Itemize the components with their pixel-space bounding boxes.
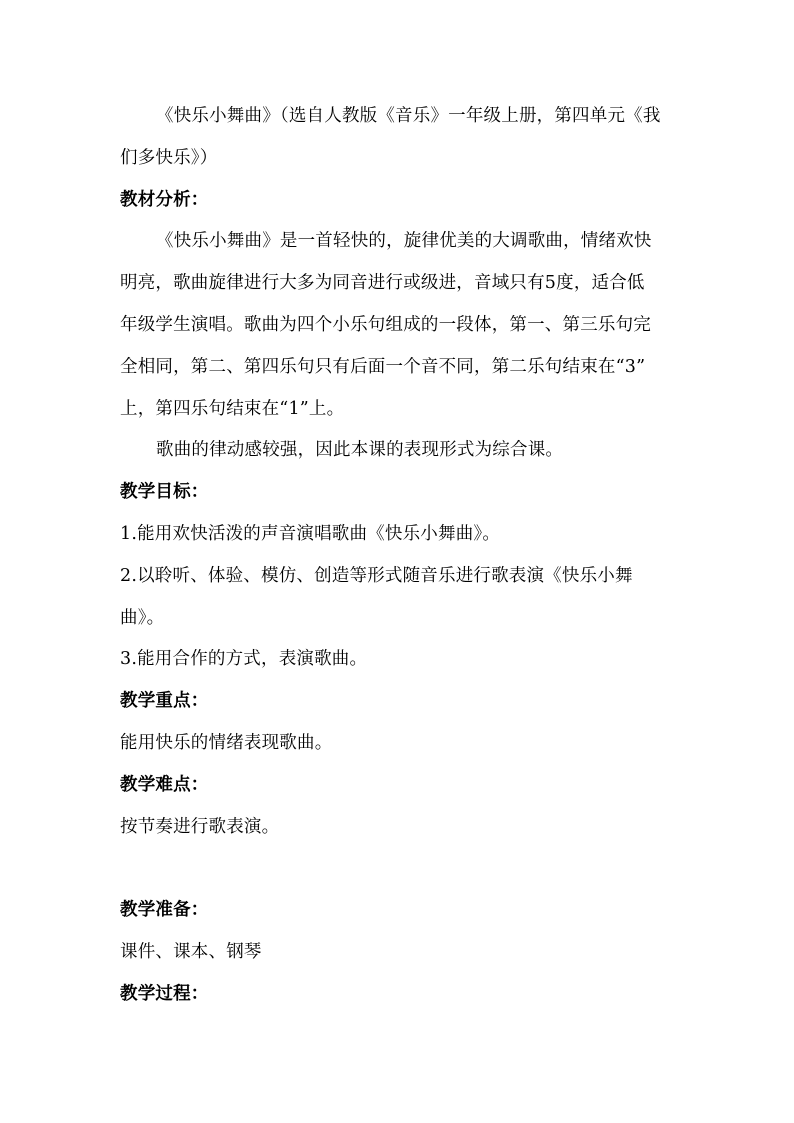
process-heading: 教学过程： [120,983,209,1004]
analysis-line-1: 《快乐小舞曲》是一首轻快的，旋律优美的大调歌曲，情绪欢快 [156,231,652,252]
analysis-paragraph-2: 歌曲的律动感较强，因此本课的表现形式为综合课。 [156,440,564,461]
goal-item-3: 3.能用合作的方式，表演歌曲。 [120,649,368,670]
preparation-text: 课件、课本、钢琴 [120,941,262,962]
goal-item-1: 1.能用欢快活泼的声音演唱歌曲《快乐小舞曲》。 [120,523,501,544]
analysis-line-5: 上，第四乐句结束在“1”上。 [120,398,345,419]
key-points-heading: 教学重点： [120,691,209,712]
preparation-heading: 教学准备： [120,900,209,921]
difficulties-text: 按节奏进行歌表演。 [120,816,280,837]
analysis-line-4: 全相同，第二、第四乐句只有后面一个音不同，第二乐句结束在“3” [120,356,646,377]
title-line-1: 《快乐小舞曲》（选自人教版《音乐》一年级上册，第四单元《我 [156,106,661,126]
key-points-text: 能用快乐的情绪表现歌曲。 [120,732,333,753]
goal-item-2-line-2: 曲》。 [120,607,165,628]
analysis-line-2: 明亮，歌曲旋律进行大多为同音进行或级进，音域只有5度，适合低 [120,273,645,294]
blank-line [120,848,676,890]
document-page [120,96,676,1016]
difficulties-heading: 教学难点： [120,774,209,795]
goal-item-2-line-1: 2.以聆听、体验、模仿、创造等形式随音乐进行歌表演《快乐小舞 [120,565,633,586]
goals-heading: 教学目标： [120,482,209,503]
analysis-line-3: 年级学生演唱。歌曲为四个小乐句组成的一段体，第一、第三乐句完 [120,314,651,335]
title-line-2: 们多快乐》） [120,147,218,168]
analysis-heading: 教材分析： [120,189,209,210]
